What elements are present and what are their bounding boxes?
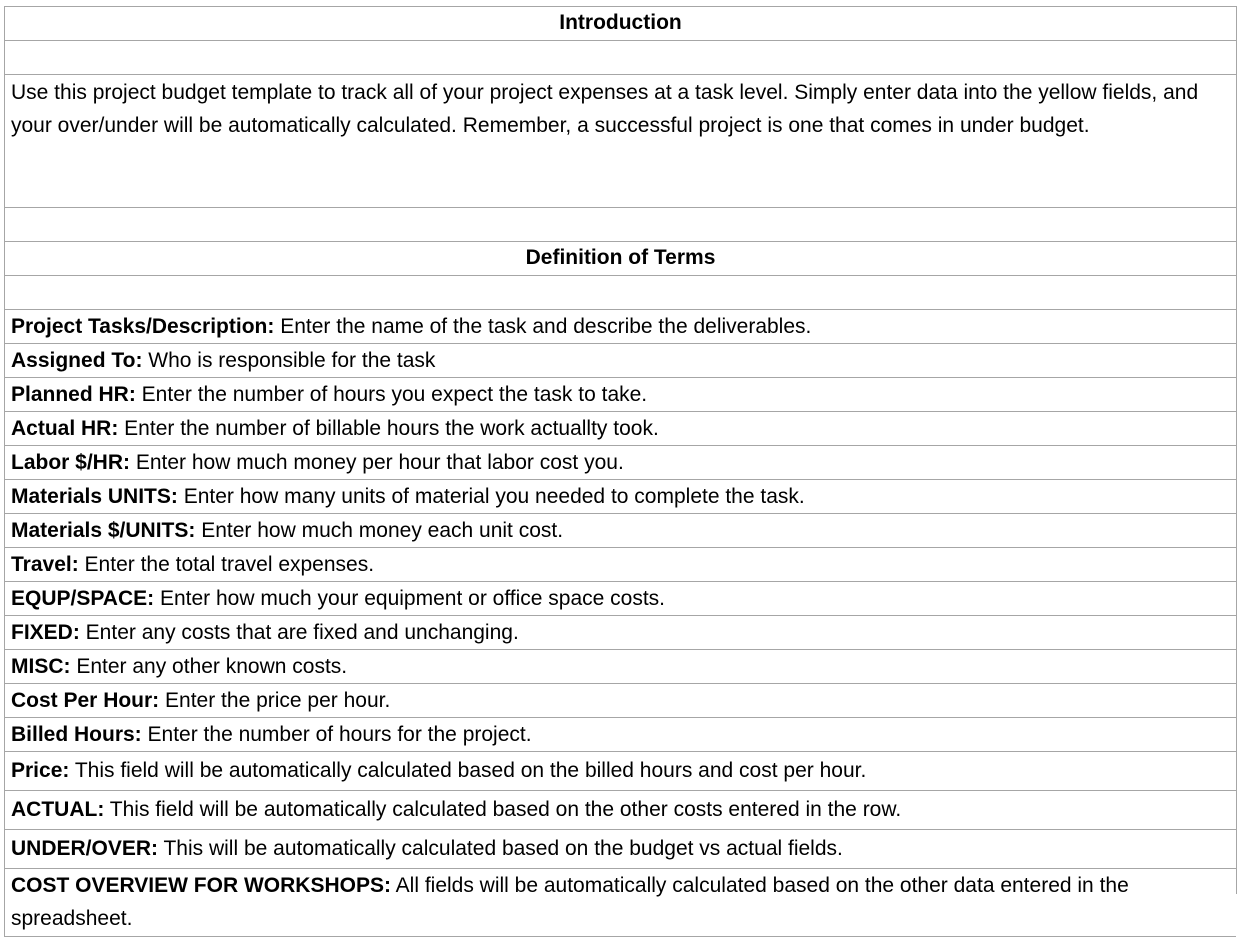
term-row[interactable]: [4, 718, 1236, 752]
blank-cell[interactable]: [4, 41, 1236, 75]
term-description: This field will be automatically calculated based on the other costs entered in the row.: [104, 798, 902, 821]
term-name: Labor $/HR:: [11, 451, 131, 474]
term-description: Enter how many units of material you needed to complete the task.: [177, 485, 805, 508]
term-row[interactable]: [4, 514, 1236, 548]
term-name: Travel:: [11, 553, 79, 576]
blank-cell[interactable]: [4, 208, 1236, 242]
term-description: All fields will be automatically calculated based on the other data entered in the spreadsheet.: [11, 874, 1129, 930]
term-row[interactable]: [4, 684, 1236, 718]
term-name: Actual HR:: [11, 417, 119, 440]
introduction-text: Use this project budget template to track all of your project expenses at a task level. Simply enter data into the yellow fields, and your over/under will be automatically calculated. Remember, a successful project is one that comes in under budget.: [11, 81, 1199, 137]
term-description: This will be automatically calculated based on the budget vs actual fields.: [158, 837, 843, 860]
term-row[interactable]: [4, 791, 1236, 830]
term-name: Assigned To:: [11, 349, 143, 372]
term-name: Project Tasks/Description:: [11, 315, 275, 338]
term-row[interactable]: [4, 616, 1236, 650]
term-name: UNDER/OVER:: [11, 837, 159, 860]
term-description: Who is responsible for the task: [142, 349, 436, 372]
term-description: Enter the number of billable hours the work actuallty took.: [118, 417, 659, 440]
term-row[interactable]: [4, 650, 1236, 684]
term-name: COST OVERVIEW FOR WORKSHOPS:: [11, 874, 391, 897]
introduction-heading-cell[interactable]: [4, 7, 1236, 41]
spreadsheet-grid: [4, 6, 1236, 937]
term-description: Enter the number of hours for the project.: [141, 723, 532, 746]
term-description: Enter the price per hour.: [159, 689, 391, 712]
blank-cell[interactable]: [4, 276, 1236, 310]
term-description: Enter how much your equipment or office space costs.: [154, 587, 666, 610]
term-description: Enter the total travel expenses.: [78, 553, 375, 576]
introduction-heading: Introduction: [559, 11, 682, 34]
term-row[interactable]: [4, 548, 1236, 582]
term-name: Materials $/UNITS:: [11, 519, 196, 542]
adjacent-column-strip: [1236, 6, 1244, 894]
term-row[interactable]: [4, 344, 1236, 378]
term-description: Enter any costs that are fixed and unchanging.: [79, 621, 519, 644]
term-description: This field will be automatically calculated based on the billed hours and cost per hour.: [69, 759, 867, 782]
term-description: Enter how much money each unit cost.: [195, 519, 564, 542]
introduction-text-cell[interactable]: [4, 75, 1236, 208]
term-name: Cost Per Hour:: [11, 689, 160, 712]
term-name: Materials UNITS:: [11, 485, 178, 508]
term-row[interactable]: [4, 310, 1236, 344]
term-description: Enter any other known costs.: [70, 655, 348, 678]
term-row[interactable]: [4, 582, 1236, 616]
term-name: MISC:: [11, 655, 71, 678]
term-row[interactable]: [4, 830, 1236, 869]
term-row[interactable]: [4, 446, 1236, 480]
term-row[interactable]: [4, 412, 1236, 446]
definitions-heading-cell[interactable]: [4, 242, 1236, 276]
term-description: Enter the name of the task and describe the deliverables.: [274, 315, 812, 338]
term-row[interactable]: [4, 378, 1236, 412]
definitions-heading: Definition of Terms: [525, 246, 716, 269]
term-name: FIXED:: [11, 621, 80, 644]
term-name: Billed Hours:: [11, 723, 142, 746]
term-description: Enter how much money per hour that labor cost you.: [130, 451, 624, 474]
term-row[interactable]: [4, 752, 1236, 791]
term-name: EQUP/SPACE:: [11, 587, 155, 610]
term-description: Enter the number of hours you expect the task to take.: [135, 383, 648, 406]
term-row[interactable]: [4, 869, 1236, 937]
term-name: Price:: [11, 759, 70, 782]
term-row[interactable]: [4, 480, 1236, 514]
term-name: ACTUAL:: [11, 798, 105, 821]
term-name: Planned HR:: [11, 383, 136, 406]
